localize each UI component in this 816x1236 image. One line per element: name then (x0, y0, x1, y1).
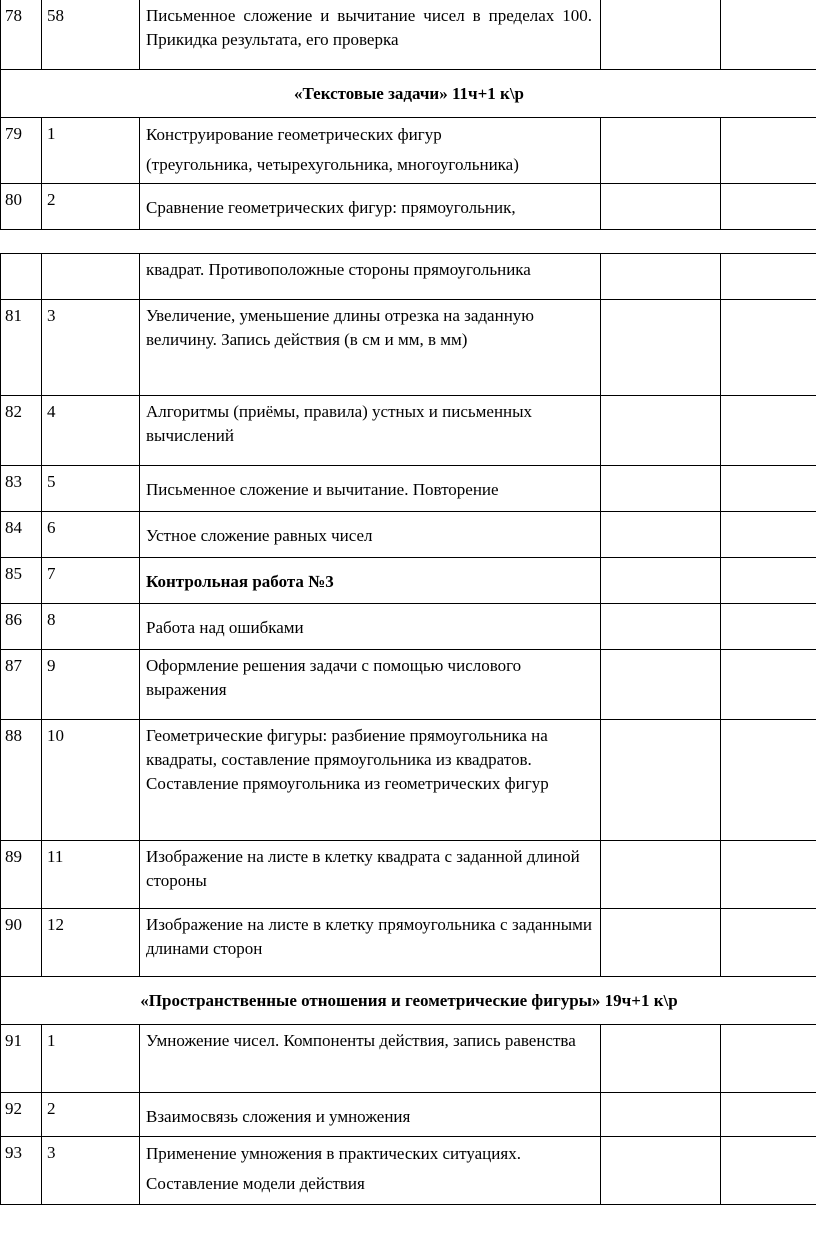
row-topic: Сравнение геометрических фигур: прямоугольник, (140, 184, 601, 230)
empty-cell (721, 1093, 816, 1137)
row-topic: Геометрические фигуры: разбиение прямоугольника на квадраты, составление прямоугольника из квадратов. Составление прямоугольника из геометрических фигур (140, 720, 601, 841)
row-topic: Письменное сложение и вычитание. Повторение (140, 466, 601, 512)
row-index: 58 (42, 0, 140, 70)
row-number: 80 (1, 184, 42, 230)
empty-cell (601, 466, 721, 512)
row-number: 93 (1, 1137, 42, 1205)
section-header-row (1, 70, 816, 118)
row-topic-line: Конструирование геометрических фигур (146, 125, 442, 144)
row-topic-line: Применение умножения в практических ситуациях. (146, 1144, 521, 1163)
row-index: 8 (42, 604, 140, 650)
row-index: 2 (42, 1093, 140, 1137)
empty-cell (601, 909, 721, 977)
row-index: 4 (42, 396, 140, 466)
table-row (1, 118, 816, 184)
table-row (1, 396, 816, 466)
row-index (42, 254, 140, 300)
table-row (1, 604, 816, 650)
empty-cell (601, 512, 721, 558)
table-row (1, 512, 816, 558)
empty-cell (601, 254, 721, 300)
empty-cell (601, 558, 721, 604)
row-index: 2 (42, 184, 140, 230)
empty-cell (721, 512, 816, 558)
empty-cell (721, 118, 816, 184)
row-topic-line: (треугольника, четырехугольника, многоугольника) (146, 155, 519, 174)
row-topic: Работа над ошибками (140, 604, 601, 650)
row-topic: Устное сложение равных чисел (140, 512, 601, 558)
table-row (1, 720, 816, 841)
row-index: 3 (42, 300, 140, 396)
table-row (1, 1137, 816, 1205)
row-index: 12 (42, 909, 140, 977)
empty-cell (601, 1137, 721, 1205)
empty-cell (721, 254, 816, 300)
empty-cell (601, 841, 721, 909)
row-index: 1 (42, 1025, 140, 1093)
lesson-table-main (0, 253, 816, 1205)
section-header: «Пространственные отношения и геометрические фигуры» 19ч+1 к\р (1, 977, 816, 1025)
empty-cell (721, 1025, 816, 1093)
row-index: 1 (42, 118, 140, 184)
row-topic (140, 118, 601, 184)
table-row (1, 558, 816, 604)
table-row (1, 184, 816, 230)
empty-cell (721, 184, 816, 230)
row-number: 92 (1, 1093, 42, 1137)
empty-cell (721, 558, 816, 604)
empty-cell (721, 650, 816, 720)
empty-cell (601, 300, 721, 396)
row-index: 7 (42, 558, 140, 604)
empty-cell (601, 720, 721, 841)
lesson-table-top (0, 0, 816, 230)
row-topic: Изображение на листе в клетку прямоугольника с заданными длинами сторон (140, 909, 601, 977)
row-number: 78 (1, 0, 42, 70)
row-index: 10 (42, 720, 140, 841)
empty-cell (601, 604, 721, 650)
empty-cell (601, 184, 721, 230)
row-topic: Оформление решения задачи с помощью числового выражения (140, 650, 601, 720)
empty-cell (721, 300, 816, 396)
row-number: 79 (1, 118, 42, 184)
empty-cell (721, 720, 816, 841)
row-number: 81 (1, 300, 42, 396)
row-number (1, 254, 42, 300)
row-number: 87 (1, 650, 42, 720)
section-header-row (1, 977, 816, 1025)
empty-cell (721, 396, 816, 466)
row-topic: Контрольная работа №3 (140, 558, 601, 604)
row-topic: квадрат. Противоположные стороны прямоугольника (140, 254, 601, 300)
row-number: 85 (1, 558, 42, 604)
row-number: 90 (1, 909, 42, 977)
row-index: 11 (42, 841, 140, 909)
table-row (1, 0, 816, 70)
row-index: 9 (42, 650, 140, 720)
row-number: 84 (1, 512, 42, 558)
row-topic: Алгоритмы (приёмы, правила) устных и письменных вычислений (140, 396, 601, 466)
table-row (1, 300, 816, 396)
row-number: 82 (1, 396, 42, 466)
empty-cell (721, 0, 816, 70)
row-number: 91 (1, 1025, 42, 1093)
empty-cell (601, 650, 721, 720)
empty-cell (601, 0, 721, 70)
row-index: 5 (42, 466, 140, 512)
table-row (1, 1093, 816, 1137)
row-number: 88 (1, 720, 42, 841)
empty-cell (601, 1025, 721, 1093)
table-row (1, 466, 816, 512)
row-topic: Взаимосвязь сложения и умножения (140, 1093, 601, 1137)
table-row (1, 841, 816, 909)
row-number: 89 (1, 841, 42, 909)
empty-cell (601, 396, 721, 466)
empty-cell (721, 909, 816, 977)
empty-cell (601, 1093, 721, 1137)
empty-cell (721, 841, 816, 909)
row-number: 83 (1, 466, 42, 512)
empty-cell (721, 466, 816, 512)
empty-cell (601, 118, 721, 184)
table-row (1, 1025, 816, 1093)
table-row (1, 909, 816, 977)
row-index: 3 (42, 1137, 140, 1205)
row-topic-line: Составление модели действия (146, 1174, 365, 1193)
row-number: 86 (1, 604, 42, 650)
row-index: 6 (42, 512, 140, 558)
empty-cell (721, 1137, 816, 1205)
row-topic: Умножение чисел. Компоненты действия, запись равенства (140, 1025, 601, 1093)
section-header: «Текстовые задачи» 11ч+1 к\р (1, 70, 816, 118)
row-topic (140, 1137, 601, 1205)
row-topic: Увеличение, уменьшение длины отрезка на заданную величину. Запись действия (в см и мм, в мм) (140, 300, 601, 396)
table-row (1, 254, 816, 300)
row-topic: Письменное сложение и вычитание чисел в пределах 100. Прикидка результата, его проверка (140, 0, 601, 70)
table-row (1, 650, 816, 720)
row-topic: Изображение на листе в клетку квадрата с заданной длиной стороны (140, 841, 601, 909)
empty-cell (721, 604, 816, 650)
